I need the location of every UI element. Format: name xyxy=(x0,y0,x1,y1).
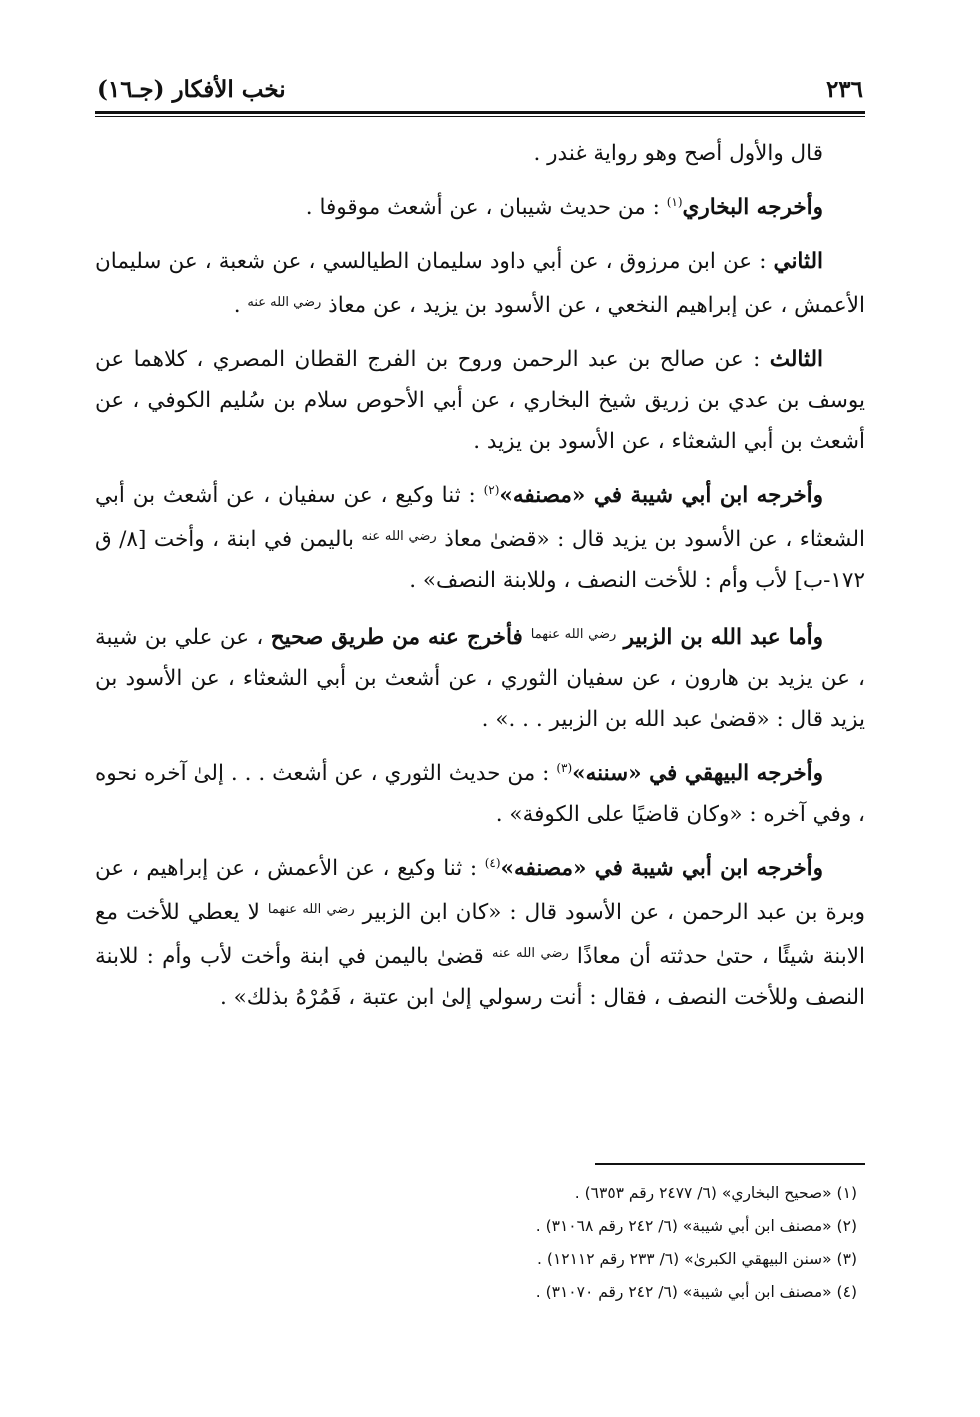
honorific-glyph: رضي الله عنهما xyxy=(267,902,355,917)
paragraph-lead: وأما عبد الله بن الزبير xyxy=(623,625,823,650)
book-title: نخب الأفكار (جـ١٦) xyxy=(97,76,286,103)
paragraph-lead: وأخرجه البخاري xyxy=(682,195,823,220)
page-number: ٢٣٦ xyxy=(825,76,863,103)
footnote-marker: (٢) xyxy=(483,482,500,497)
paragraph-text: : عن صالح بن عبد الرحمن وروح بن الفرج القطان المصري ، كلاهما عن يوسف بن عدي بن زريق شيخ البخاري ، عن أبي الأحوص سلام بن سُليم الكوفي ، عن أشعث بن أبي الشعثاء ، عن الأسود بن يزيد . xyxy=(95,347,865,454)
header-rule-thick xyxy=(95,111,865,114)
paragraph-lead: وأخرجه ابن أبي شيبة في «مصنفه» xyxy=(500,856,823,881)
paragraph-lead: وأخرجه البيهقي في «سننه» xyxy=(572,761,824,786)
paragraph-4 xyxy=(95,339,865,462)
footnote-2: (٢) «مصنف ابن أبي شيبة» (٦/ ٢٤٢ رقم ٣١٠٦٨) . xyxy=(535,1217,857,1235)
footnote-3: (٣) «سنن البيهقي الكبرىٰ» (٦/ ٢٣٣ رقم ١٢١١٢) . xyxy=(537,1250,857,1268)
footnote-4: (٤) «مصنف ابن أبي شيبة» (٦/ ٢٤٢ رقم ٣١٠٧٠) . xyxy=(535,1283,857,1301)
paragraph-text: ، عن علي بن شيبة ، عن يزيد بن هارون ، عن سفيان الثوري ، عن أشعث بن أبي الشعثاء ، عن الأسود بن يزيد قال : «قضىٰ عبد الله بن الزبير . . .» . xyxy=(95,625,865,732)
paragraph-7 xyxy=(95,753,865,835)
paragraph-text: باليمن في ابنة ، وأخت [٨/ ق ١٧٢-ب] لأب وأم : للأخت النصف ، وللابنة النصف» . xyxy=(95,527,865,593)
paragraph-1 xyxy=(95,133,865,174)
paragraph-5 xyxy=(95,475,865,601)
footnote-rule xyxy=(595,1163,865,1165)
paragraph-8 xyxy=(95,848,865,1018)
paragraph-6 xyxy=(95,614,865,740)
honorific-glyph: رضي الله عنهما xyxy=(530,627,617,642)
paragraph-text: لا يعطي للأخت مع الابنة شيئًا ، حتىٰ حدثته أن معاذًا xyxy=(95,900,865,969)
paragraph-3 xyxy=(95,241,865,326)
running-header xyxy=(95,55,865,103)
footnote-marker: (١) xyxy=(666,194,683,209)
honorific-glyph: رضي الله عنه xyxy=(361,529,437,544)
header-rule-thin xyxy=(95,116,865,117)
paragraph-lead: الثالث xyxy=(769,347,823,372)
paragraph-lead-bold: فأخرج عنه من طريق صحيح xyxy=(270,625,531,650)
book-page xyxy=(95,55,865,1031)
paragraph-text: : من حديث الثوري ، عن أشعث . . . إلىٰ آخره نحوه ، وفي آخره : «وكان قاضيًا على الكوفة» . xyxy=(95,761,865,827)
paragraph-tail: . xyxy=(233,293,248,318)
paragraph-lead: الثاني xyxy=(773,249,823,274)
paragraph-text: : من حديث شيبان ، عن أشعث موقوفا . xyxy=(305,195,667,220)
footnote-1: (١) «صحيح البخاري» (٦/ ٢٤٧٧ رقم ٦٣٥٣) . xyxy=(574,1184,857,1202)
footnotes xyxy=(95,1163,865,1309)
honorific-glyph: رضي الله عنه xyxy=(491,946,569,961)
footnote-marker: (٣) xyxy=(556,760,573,775)
paragraph-lead: وأخرجه ابن أبي شيبة في «مصنفه» xyxy=(499,483,823,508)
honorific-glyph: رضي الله عنه xyxy=(247,295,322,310)
paragraph-text: : ثنا وكيع ، عن سفيان ، عن أشعث بن أبي الشعثاء ، عن الأسود بن يزيد قال : «قضىٰ معاذ xyxy=(95,483,865,552)
paragraph-text: : ثنا وكيع ، عن الأعمش ، عن إبراهيم ، عن وبرة بن عبد الرحمن ، عن الأسود قال : «كان ابن الزبير xyxy=(95,856,865,925)
footnote-marker: (٤) xyxy=(484,855,501,870)
paragraph-2 xyxy=(95,187,865,228)
paragraph-text: قال والأول أصح وهو رواية غندر . xyxy=(533,141,823,166)
main-text xyxy=(95,133,865,1018)
paragraph-text: : عن ابن مرزوق ، عن أبي داود سليمان الطيالسي ، عن شعبة ، عن سليمان الأعمش ، عن إبراهيم النخعي ، عن الأسود بن يزيد ، عن معاذ xyxy=(95,249,865,318)
paragraph-text: قضىٰ باليمن في ابنة وأخت لأب وأم : للابنة النصف وللأخت النصف ، فقال : أنت رسولي إلىٰ ابن عتبة ، فَمُرْهُ بذلك» . xyxy=(95,944,865,1010)
